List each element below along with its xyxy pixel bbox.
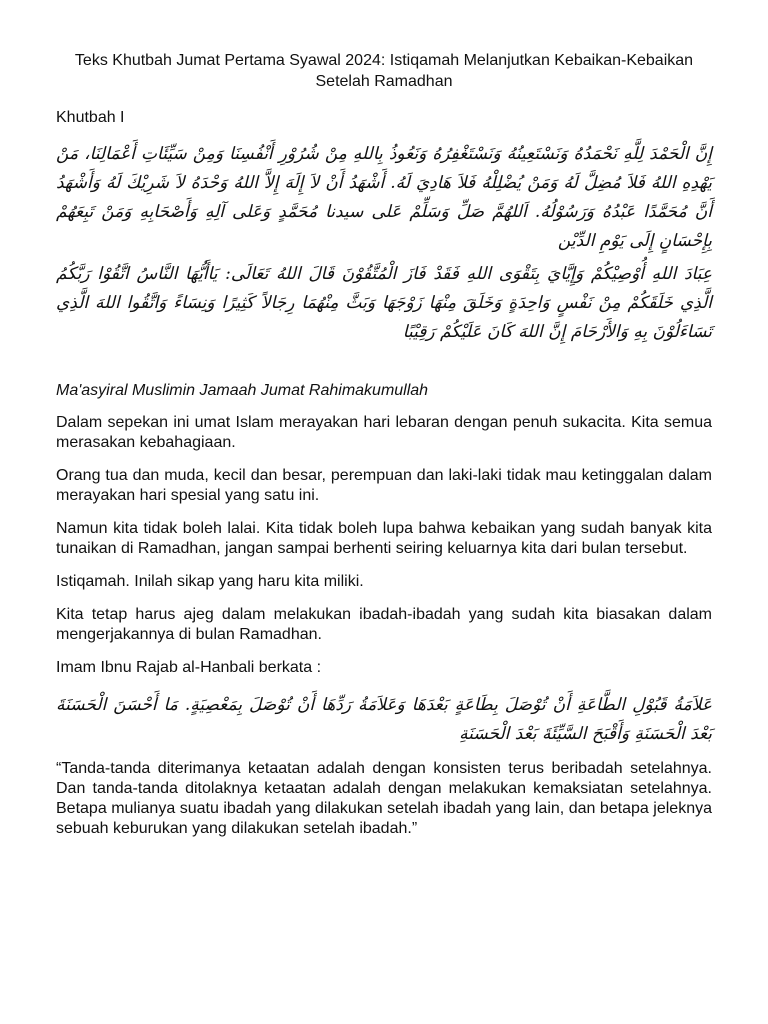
paragraph: Istiqamah. Inilah sikap yang haru kita miliki. bbox=[56, 573, 364, 590]
paragraph: Kita tetap harus ajeg dalam melakukan ibadah-ibadah yang sudah kita biasakan dalam mengerjakannya di bulan Ramadhan. bbox=[56, 606, 712, 643]
quote-translation: “Tanda-tanda diterimanya ketaatan adalah dengan konsisten terus beribadah setelahnya. Dan tanda-tanda ditolaknya ketaatan adalah dengan melakukan kemaksiatan setelahnya. Betapa mulianya suatu ibadah yang dilakukan setelah ibadah yang lain, dan betapa jeleknya sebuah keburukan yang dilakukan setelah ibadah.” bbox=[56, 760, 712, 837]
arabic-opening-exhortation: عِبَادَ اللهِ أُوْصِيْكُمْ وَإِيَّايَ بِتَقْوَى اللهِ فَقَدْ فَازَ الْمُتَّقُوْنَ قَالَ اللهُ تَعَالَى: يَاأَيُّهَا النَّاسُ اتَّقُوْا رَبَّكُمُ الَّذِي خَلَقَكُمْ مِنْ نَفْسٍ وَاحِدَةٍ وَخَلَقَ مِنْهَا زَوْجَهَا وَبَثَّ مِنْهُمَا رِجَالاً كَثِيرًا وَنِسَاءً وَاتَّقُوا اللهَ الَّذِي تَسَاءَلُوْنَ بِهِ وَالأَرْحَامَ إِنَّ اللهَ كَانَ عَلَيْكُمْ رَقِيْبًا bbox=[56, 264, 712, 342]
section-heading: Khutbah I bbox=[56, 109, 125, 126]
document-page bbox=[56, 50, 712, 839]
paragraph: Namun kita tidak boleh lalai. Kita tidak boleh lupa bahwa kebaikan yang sudah banyak kita tunaikan di Ramadhan, jangan sampai berhenti seiring keluarnya kita dari bulan tersebut. bbox=[56, 520, 712, 557]
paragraph: Orang tua dan muda, kecil dan besar, perempuan dan laki-laki tidak mau ketinggalan dalam merayakan hari spesial yang satu ini. bbox=[56, 467, 712, 504]
paragraph: Imam Ibnu Rajab al-Hanbali berkata : bbox=[56, 659, 322, 676]
congregation-address: Ma'asyiral Muslimin Jamaah Jumat Rahimakumullah bbox=[56, 382, 429, 399]
arabic-quote: عَلاَمَةُ قَبُوْلِ الطَّاعَةِ أَنْ تُوْصَلَ بِطَاعَةٍ بَعْدَهَا وَعَلاَمَةُ رَدِّهَا أَنْ تُوْصَلَ بِمَعْصِيَةٍ. مَا أَحْسَنَ الْحَسَنَةَ بَعْدَ الْحَسَنَةِ وَأَقْبَحَ السَّيِّئَةَ بَعْدَ الْحَسَنَةِ bbox=[56, 695, 712, 744]
arabic-opening-praise: إِنَّ الْحَمْدَ لِلَّهِ نَحْمَدُهُ وَنَسْتَعِينُهُ وَنَسْتَغْفِرُهُ وَنَعُوذُ بِاللهِ مِنْ شُرُوْرِ أَنْفُسِنَا وَمِنْ سَيِّئَاتِ أَعْمَالِنَا، مَنْ يَهْدِهِ اللهُ فَلاَ مُضِلَّ لَهُ وَمَنْ يُضْلِلْهُ فَلاَ هَادِيَ لَهُ. أَشْهَدُ أَنْ لاَ إِلَهَ إِلاَّ اللهُ وَحْدَهُ لاَ شَرِيْكَ لَهُ وَأَشْهَدُ أَنَّ مُحَمَّدًا عَبْدُهُ وَرَسُوْلُهُ. اَللهُمَّ صَلِّ وَسَلِّمْ عَلى سيدنا مُحَمَّدٍ وَعَلى آلِهِ وَأَصْحَابِهِ وَمَنْ تَبِعَهُمْ بِإِحْسَانٍ إِلَى يَوْمِ الدِّيْن bbox=[56, 144, 712, 251]
paragraph: Dalam sepekan ini umat Islam merayakan hari lebaran dengan penuh sukacita. Kita semua merasakan kebahagiaan. bbox=[56, 414, 712, 451]
document-title: Teks Khutbah Jumat Pertama Syawal 2024: Istiqamah Melanjutkan Kebaikan-Kebaikan Setelah Ramadhan bbox=[74, 52, 694, 90]
